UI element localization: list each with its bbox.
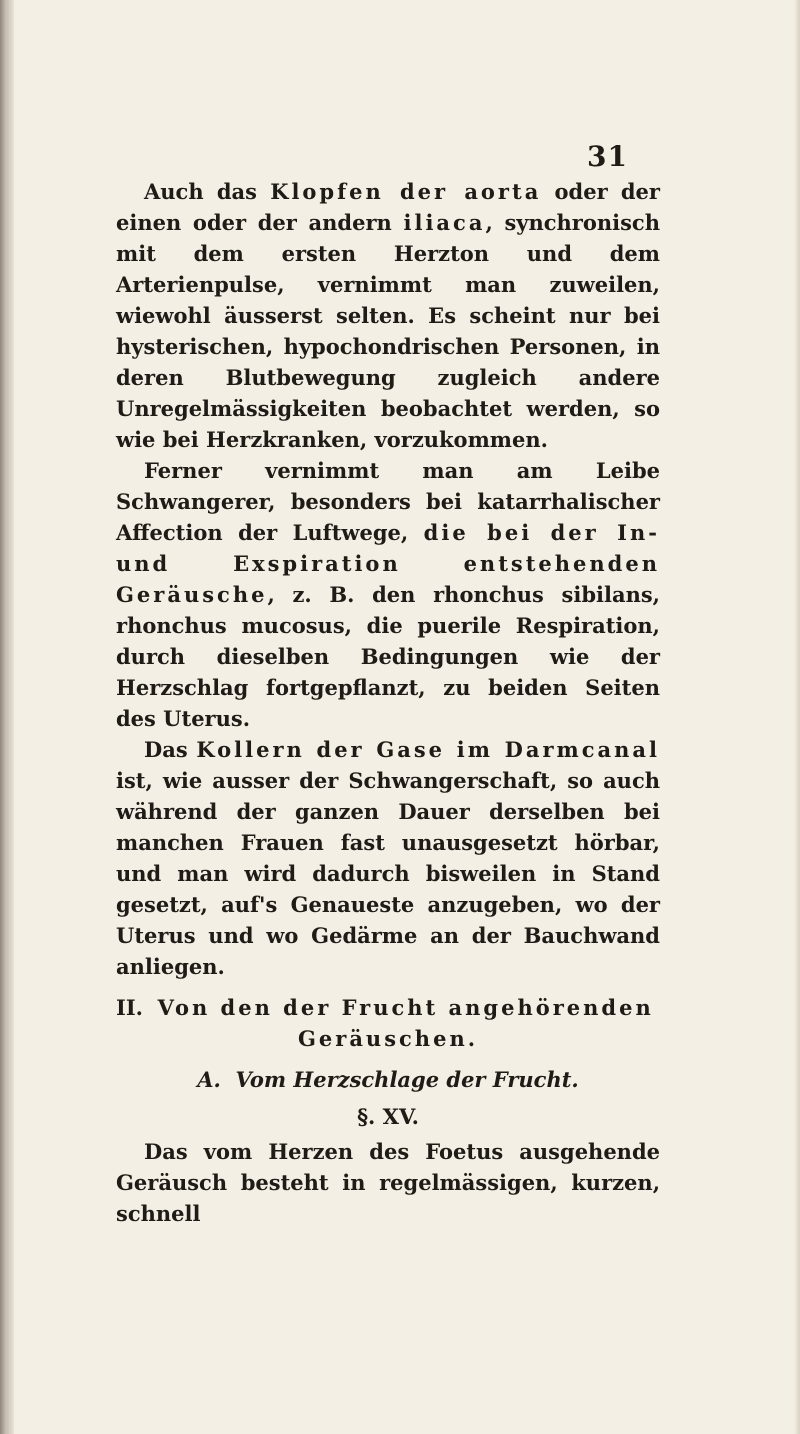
book-binding-shadow (0, 0, 14, 1434)
page-edge-shadow (794, 0, 800, 1434)
paragraph-darmcanal: Das Kollern der Gase im Darmcanal ist, wie ausser der Schwangerschaft, so auch während der ganzen Dauer derselben bei manchen Frauen fast unausgesetzt hörbar, und man wird dadurch bisweilen in Stand gesetzt, auf's Genaueste anzugeben, wo der Uterus und wo Gedärme an der Bauchwand anliegen. (116, 737, 661, 979)
page-number: 31 (587, 140, 628, 173)
paragraph-aorta: Auch das Klopfen der aorta oder der einen oder der andern iliaca, synchronisch mit dem ersten Herzton und dem Arterienpulse, vernimmt man zuweilen, wiewohl äusserst selten. Es scheint nur bei hysterischen, hypochondrischen Personen, in deren Blutbewegung zugleich andere Unregelmässigkeiten beobachtet werden, so wie bei Herzkranken, vorzukommen. (116, 179, 660, 452)
paragraph-foetus: Das vom Herzen des Foetus ausgehende Geräusch besteht in regelmässigen, kurzen, schnell (116, 1139, 660, 1226)
subsection-heading-a: A. Vom Herzschlage der Frucht. (197, 1067, 579, 1092)
section-heading-ii: II. Von den der Frucht angehörenden (116, 995, 654, 1020)
paragraph-mark: §. XV. (357, 1104, 419, 1129)
section-heading-ii-line2: Geräuschen. (297, 1026, 479, 1051)
spaced-term-kollern: Kollern der Gase im Darmcanal (196, 737, 661, 762)
page-body (116, 176, 660, 1229)
spaced-term-klopfen: Klopfen der aorta (270, 179, 542, 204)
spaced-term-iliaca: iliaca (403, 210, 486, 235)
spaced-term-geraeusche: die bei der In- und Exspiration entstehenden Geräusche (116, 520, 660, 607)
paragraph-respiration: Ferner vernimmt man am Leibe Schwangerer, besonders bei katarrhalischer Affection der Luftwege, die bei der In- und Exspiration entstehenden Geräusche, z. B. den rhonchus sibilans, rhonchus mucosus, die puerile Respiration, durch dieselben Bedingungen wie der Herzschlag fortgepflanzt, zu beiden Seiten des Uterus. (116, 458, 660, 731)
